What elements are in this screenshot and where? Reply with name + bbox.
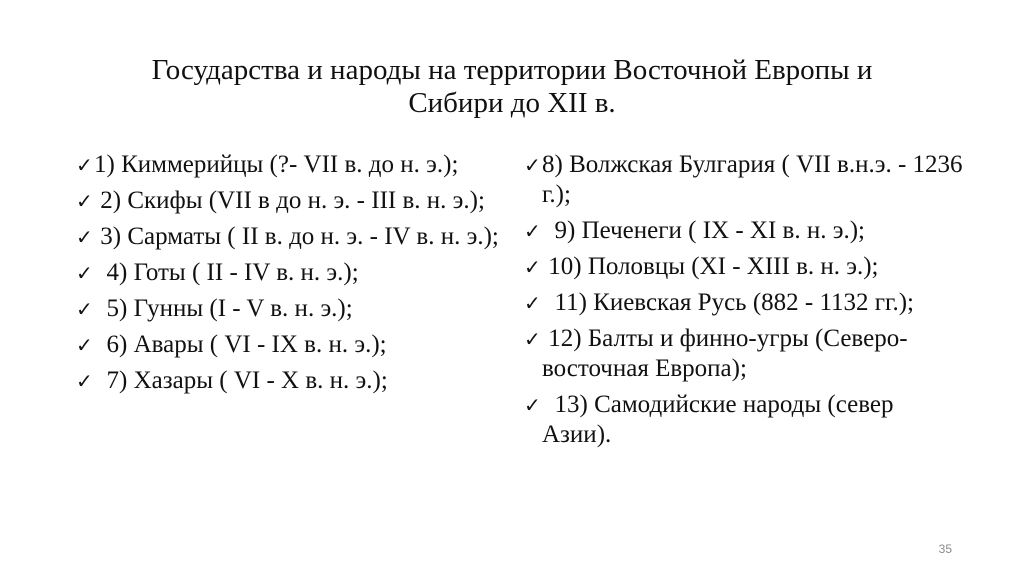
list-item [76,366,516,396]
list-item-text: 8) Волжская Булгария ( VII в.н.э. - 1236 г.); [542,151,969,208]
list-item-text: 7) Хазары ( VI - X в. н. э.); [94,367,388,394]
check-icon: ✓ [76,189,93,213]
list-item [524,252,964,282]
list-item [76,186,516,216]
slide-title [90,54,934,120]
check-icon: ✓ [524,327,541,351]
list-item-text: 3) Сарматы ( II в. до н. э. - IV в. н. э.); [94,223,499,250]
right-list [524,150,969,450]
list-item [524,288,964,318]
list-item [524,390,964,450]
list-item-text: 2) Скифы (VII в до н. э. - III в. н. э.); [94,187,485,214]
list-item-text: 13) Самодийские народы (север Азии). [542,391,900,448]
check-icon: ✓ [524,219,541,243]
list-item-text: 1) Киммерийцы (?- VII в. до н. э.); [94,151,459,178]
check-icon: ✓ [524,393,541,417]
check-icon: ✓ [76,261,93,285]
check-icon: ✓ [76,225,93,249]
check-icon: ✓ [76,153,93,177]
list-item-text: 11) Киевская Русь (882 - 1132 гг.); [542,289,914,316]
left-column [76,150,516,402]
list-item [76,150,516,180]
list-item [76,258,516,288]
list-item-text: 12) Балты и финно-угры (Северо-восточная Европа); [542,325,908,382]
list-item [524,324,964,384]
check-icon: ✓ [76,333,93,357]
right-column [524,150,969,456]
check-icon: ✓ [76,297,93,321]
left-list [76,150,516,396]
list-item [76,294,516,324]
list-item-text: 6) Авары ( VI - IX в. н. э.); [94,331,387,358]
list-item [524,216,964,246]
list-item [76,330,516,360]
list-item [76,222,516,252]
check-icon: ✓ [524,153,541,177]
list-item-text: 5) Гунны (I - V в. н. э.); [94,295,353,322]
check-icon: ✓ [76,369,93,393]
page-number: 35 [938,542,952,556]
list-item-text: 4) Готы ( II - IV в. н. э.); [94,259,359,286]
list-item-text: 9) Печенеги ( IX - XI в. н. э.); [542,217,865,244]
check-icon: ✓ [524,255,541,279]
list-item-text: 10) Половцы (XI - XIII в. н. э.); [542,253,879,280]
title-line-1: Государства и народы на территории Восточной Европы и [151,54,873,86]
check-icon: ✓ [524,291,541,315]
list-item [524,150,969,210]
title-line-2: Сибири до XII в. [408,87,616,119]
